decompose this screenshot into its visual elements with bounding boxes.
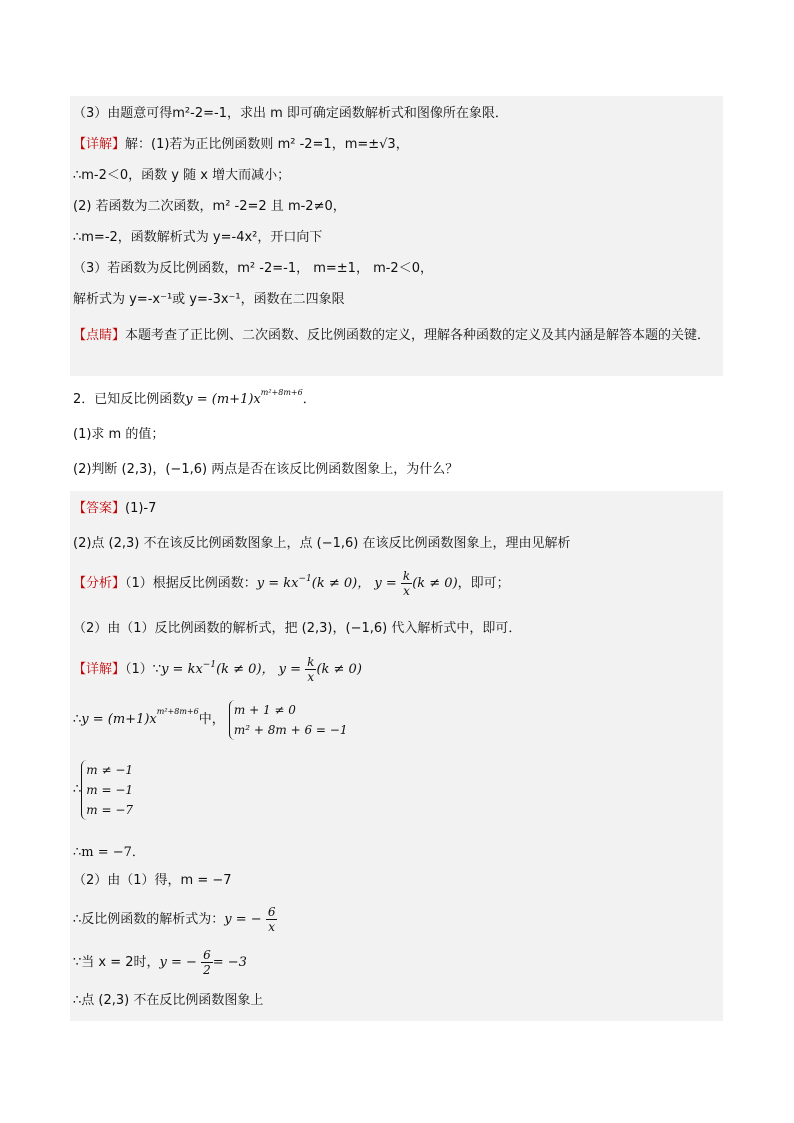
q1-comment: [73, 321, 721, 351]
detail-formula-2-condition: (k ≠ 0): [316, 662, 362, 677]
analysis-1-end: ，即可；: [457, 576, 510, 591]
fraction-6-over-2: [201, 948, 213, 977]
fraction-denominator: x: [403, 584, 410, 598]
detail-2-mid: 中，: [198, 712, 225, 727]
detail-5-text: ∴反比例函数的解析式为：: [73, 912, 225, 927]
therefore-symbol: ∴: [73, 712, 82, 727]
fraction-denominator: x: [268, 920, 276, 934]
detail-2-exponent: m²+8m+6: [156, 707, 199, 716]
equation-system-1: [229, 700, 348, 740]
detail-formula-1: y = kx: [161, 662, 203, 677]
detail-formula-1-exponent: −1: [202, 660, 217, 670]
q2-detail-2: [73, 700, 347, 740]
analysis-tag: 【分析】: [73, 576, 126, 591]
q2-stem-formula: y = (m+1)x: [185, 392, 261, 407]
detail-2-formula: y = (m+1)x: [81, 712, 157, 727]
answer-1-text: (1)-7: [125, 501, 157, 516]
analysis-formula-1-condition: (k ≠ 0)，: [311, 576, 371, 591]
system-2-equation-b: m = −1: [86, 783, 134, 797]
q2-detail-1: [73, 653, 362, 688]
q1-detail-text: 解：(1)若为正比例函数则 m² -2=1，m=±√3，: [125, 137, 409, 152]
equation-system-2: [81, 760, 133, 820]
q1-line-8: （3）若函数为反比例函数，m² -2=-1， m=±1， m-2＜0，: [73, 261, 433, 276]
detail-5-formula: y = −: [224, 912, 262, 927]
system-1-equation-a: m + 1 ≠ 0: [233, 703, 296, 717]
q2-answer-2: (2)点 (2,3) 不在该反比例函数图象上，点 (−1,6) 在该反比例函数图象上，理由见解析: [73, 536, 571, 551]
detail-6-text: ∵当 x = 2时，: [73, 955, 160, 970]
q1-line-9: 解析式为 y=-x⁻¹或 y=-3x⁻¹，函数在二四象限: [73, 292, 345, 307]
q2-detail-system-2: [73, 760, 133, 820]
fraction-numerator: 6: [203, 948, 211, 962]
analysis-formula-1-exponent: −1: [298, 574, 312, 584]
q2-analysis-1: [73, 567, 510, 602]
fraction-numerator: k: [307, 655, 315, 669]
therefore-symbol: ∴: [73, 782, 82, 797]
system-2-equation-c: m = −7: [86, 803, 134, 817]
fraction-numerator: k: [402, 569, 411, 583]
comment-tag: 【点睛】: [73, 328, 126, 343]
q2-detail-7: ∴点 (2,3) 不在反比例函数图象上: [73, 993, 264, 1008]
analysis-formula-2: y =: [374, 576, 397, 591]
q2-stem-suffix: ．: [302, 392, 316, 407]
q2-stem-text: 2．已知反比例函数: [73, 392, 186, 407]
fraction-denominator: x: [307, 670, 315, 684]
fraction-k-over-x: [401, 569, 412, 598]
system-2-equation-a: m ≠ −1: [86, 763, 134, 777]
detail-1-text: （1）∵: [125, 662, 162, 677]
q2-detail-4: （2）由（1）得，m = −7: [73, 873, 232, 888]
detail-tag: 【详解】: [73, 137, 126, 152]
answer-tag: 【答案】: [73, 501, 126, 516]
detail-6-result: = −3: [212, 955, 247, 970]
analysis-1-text: （1）根据反比例函数：: [125, 576, 257, 591]
fraction-denominator: 2: [203, 963, 211, 977]
q2-part-1: (1)求 m 的值；: [73, 427, 165, 442]
analysis-formula-2-condition: (k ≠ 0): [412, 576, 458, 591]
analysis-formula-1: y = kx: [256, 576, 299, 591]
q1-line-5: ∴m-2＜0，函数 y 随 x 增大而减小；: [73, 168, 291, 183]
q2-detail-5: [73, 902, 277, 938]
q1-line-6: (2) 若函数为二次函数，m² -2=2 且 m-2≠0，: [73, 199, 346, 214]
q2-answer-1: [73, 500, 156, 518]
q1-comment-text: 本题考查了正比例、二次函数、反比例函数的定义，理解各种函数的定义及其内涵是解答本题的关键．: [125, 328, 711, 343]
q2-detail-3: ∴m = −7．: [73, 845, 145, 860]
q2-analysis-2: （2）由（1）反比例函数的解析式，把 (2,3)，(−1,6) 代入解析式中，即可．: [73, 621, 522, 636]
fraction-numerator: 6: [267, 905, 276, 919]
fraction-6-over-x: [266, 905, 278, 934]
detail-formula-1-condition: (k ≠ 0)，: [216, 662, 275, 677]
q2-stem-exponent: m²+8m+6: [260, 388, 303, 397]
q2-part-2: (2)判断 (2,3)，(−1,6) 两点是否在该反比例函数图象上，为什么？: [73, 462, 459, 477]
system-1-equation-b: m² + 8m + 6 = −1: [233, 723, 348, 737]
q2-detail-6: [73, 945, 247, 981]
q2-stem: [73, 388, 316, 410]
detail-6-formula: y = −: [159, 955, 197, 970]
q1-line-3: （3）由题意可得m²-2=-1，求出 m 即可确定函数解析式和图像所在象限．: [73, 106, 508, 121]
detail-tag-2: 【详解】: [73, 662, 126, 677]
detail-formula-2: y =: [278, 662, 302, 677]
q1-detail-line: [73, 136, 409, 154]
detail-fraction-k-over-x: [305, 655, 316, 684]
q1-line-7: ∴m=-2，函数解析式为 y=-4x²，开口向下: [73, 230, 323, 245]
